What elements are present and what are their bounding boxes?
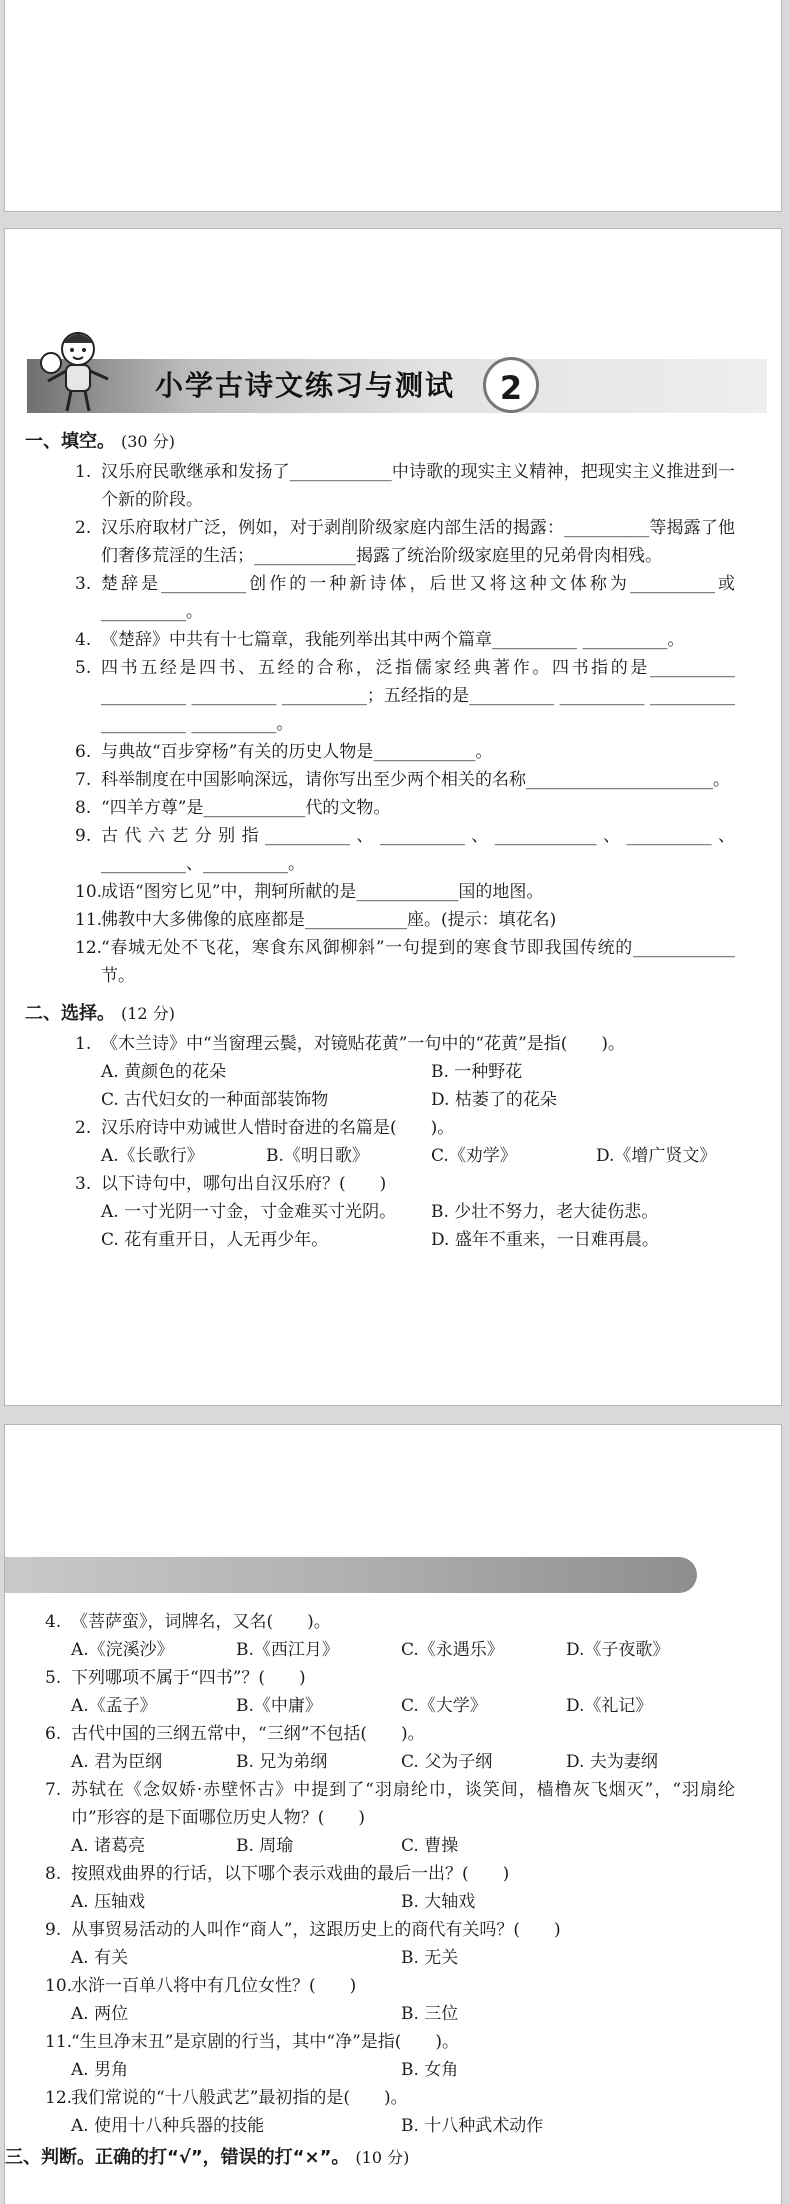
answer-options: A. 君为臣纲 B. 兄为弟纲 C. 父为子纲 D. 夫为妻纲 xyxy=(71,1752,658,1772)
answer-options: A. 两位 B. 三位 xyxy=(71,2004,459,2024)
question-item: 7. 科举制度在中国影响深远，请你写出至少两个相关的名称______________________。 xyxy=(75,770,730,790)
question-item: 12. 我们常说的“十八般武艺”最初指的是( )。 xyxy=(45,2088,408,2108)
answer-options: A. 黄颜色的花朵 B. 一种野花 xyxy=(101,1062,523,1082)
question-item: 8. “四羊方尊”是____________代的文物。 xyxy=(75,798,391,818)
question-item: 4. 《菩萨蛮》，词牌名，又名( )。 xyxy=(45,1612,331,1632)
title-number-badge: 2 xyxy=(483,357,539,413)
question-item: 5. 下列哪项不属于“四书”？( ) xyxy=(45,1668,306,1688)
worksheet-page-2 xyxy=(4,1424,782,2204)
blank-page-top xyxy=(4,0,782,212)
cartoon-kids-icon xyxy=(23,319,133,419)
answer-options: A.《浣溪沙》 B.《西江月》 C.《永遇乐》 D.《子夜歌》 xyxy=(71,1640,670,1660)
question-item: 11. 佛教中大多佛像的底座都是____________座。(提示：填花名) xyxy=(75,910,557,930)
answer-options: A.《孟子》 B.《中庸》 C.《大学》 D.《礼记》 xyxy=(71,1696,653,1716)
question-item: 3. 楚辞是__________创作的一种新诗体，后世又将这种文体称为__________或__________。 xyxy=(75,574,735,622)
answer-options: A.《长歌行》 B.《明日歌》 C.《劝学》 D.《增广贤文》 xyxy=(101,1146,717,1166)
worksheet-page-1 xyxy=(4,228,782,1406)
worksheet-body-continued xyxy=(5,1608,765,2174)
answer-options: C. 古代妇女的一种面部装饰物 D. 枯萎了的花朵 xyxy=(101,1090,557,1110)
question-item: 6. 古代中国的三纲五常中，“三纲”不包括( )。 xyxy=(45,1724,425,1744)
question-item: 11. “生旦净末丑”是京剧的行当，其中“净”是指( )。 xyxy=(45,2032,460,2052)
question-item: 8. 按照戏曲界的行话，以下哪个表示戏曲的最后一出？( ) xyxy=(45,1864,510,1884)
question-item: 7. 苏轼在《念奴娇·赤壁怀古》中提到了“羽扇纶巾，谈笑间，樯橹灰飞烟灭”，“羽扇纶巾”形容的是下面哪位历史人物？( ) xyxy=(45,1780,735,1828)
page-title: 小学古诗文练习与测试 xyxy=(155,369,456,402)
section-heading-fill-in: 一、填空。 (30 分) xyxy=(25,431,175,452)
question-item: 3. 以下诗句中，哪句出自汉乐府？( ) xyxy=(75,1174,387,1194)
section-heading-choice: 二、选择。 (12 分) xyxy=(25,1003,175,1024)
answer-options: A. 压轴戏 B. 大轴戏 xyxy=(71,1892,476,1912)
question-item: 2. 汉乐府取材广泛，例如，对于剥削阶级家庭内部生活的揭露：__________等揭露了他们奢侈荒淫的生活；____________揭露了统治阶级家庭里的兄弟骨肉相残。 xyxy=(75,518,735,566)
header-banner xyxy=(5,1557,697,1593)
answer-options: A. 有关 B. 无关 xyxy=(71,1948,459,1968)
question-item: 4. 《楚辞》中共有十七篇章，我能列举出其中两个篇章__________ __________。 xyxy=(75,630,685,650)
question-item: 10. 水浒一百单八将中有几位女性？( ) xyxy=(45,1976,357,1996)
question-item: 6. 与典故“百步穿杨”有关的历史人物是____________。 xyxy=(75,742,493,762)
section-heading-judgment: 三、判断。正确的打“√”，错误的打“×”。 (10 分) xyxy=(5,2147,410,2168)
question-item: 5. 四书五经是四书、五经的合称，泛指儒家经典著作。四书指的是__________ __________ __________ __________；五经指的是__________ __________ __________ __________ __________。 xyxy=(75,658,735,734)
question-item: 12. “春城无处不飞花，寒食东风御柳斜”一句提到的寒食节即我国传统的____________节。 xyxy=(75,938,735,986)
answer-options: A. 诸葛亮 B. 周瑜 C. 曹操 xyxy=(71,1836,459,1856)
question-item: 9. 从事贸易活动的人叫作“商人”，这跟历史上的商代有关吗？( ) xyxy=(45,1920,561,1940)
question-item: 2. 汉乐府诗中劝诫世人惜时奋进的名篇是( )。 xyxy=(75,1118,455,1138)
question-item: 10. 成语“图穷匕见”中，荆轲所献的是____________国的地图。 xyxy=(75,882,544,902)
answer-options: A. 使用十八种兵器的技能 B. 十八种武术动作 xyxy=(71,2116,544,2136)
question-item: 1. 《木兰诗》中“当窗理云鬓，对镜贴花黄”一句中的“花黄”是指( )。 xyxy=(75,1034,626,1054)
answer-options: A. 男角 B. 女角 xyxy=(71,2060,459,2080)
answer-options: A. 一寸光阴一寸金，寸金难买寸光阴。 B. 少壮不努力，老大徒伤悲。 xyxy=(101,1202,659,1222)
question-item: 9. 古代六艺分别指__________、__________、____________、__________、__________、__________。 xyxy=(75,826,735,874)
question-item: 1. 汉乐府民歌继承和发扬了____________中诗歌的现实主义精神，把现实主义推进到一个新的阶段。 xyxy=(75,462,735,510)
worksheet-body xyxy=(5,424,765,1254)
answer-options: C. 花有重开日，人无再少年。 D. 盛年不重来，一日难再晨。 xyxy=(101,1230,659,1250)
